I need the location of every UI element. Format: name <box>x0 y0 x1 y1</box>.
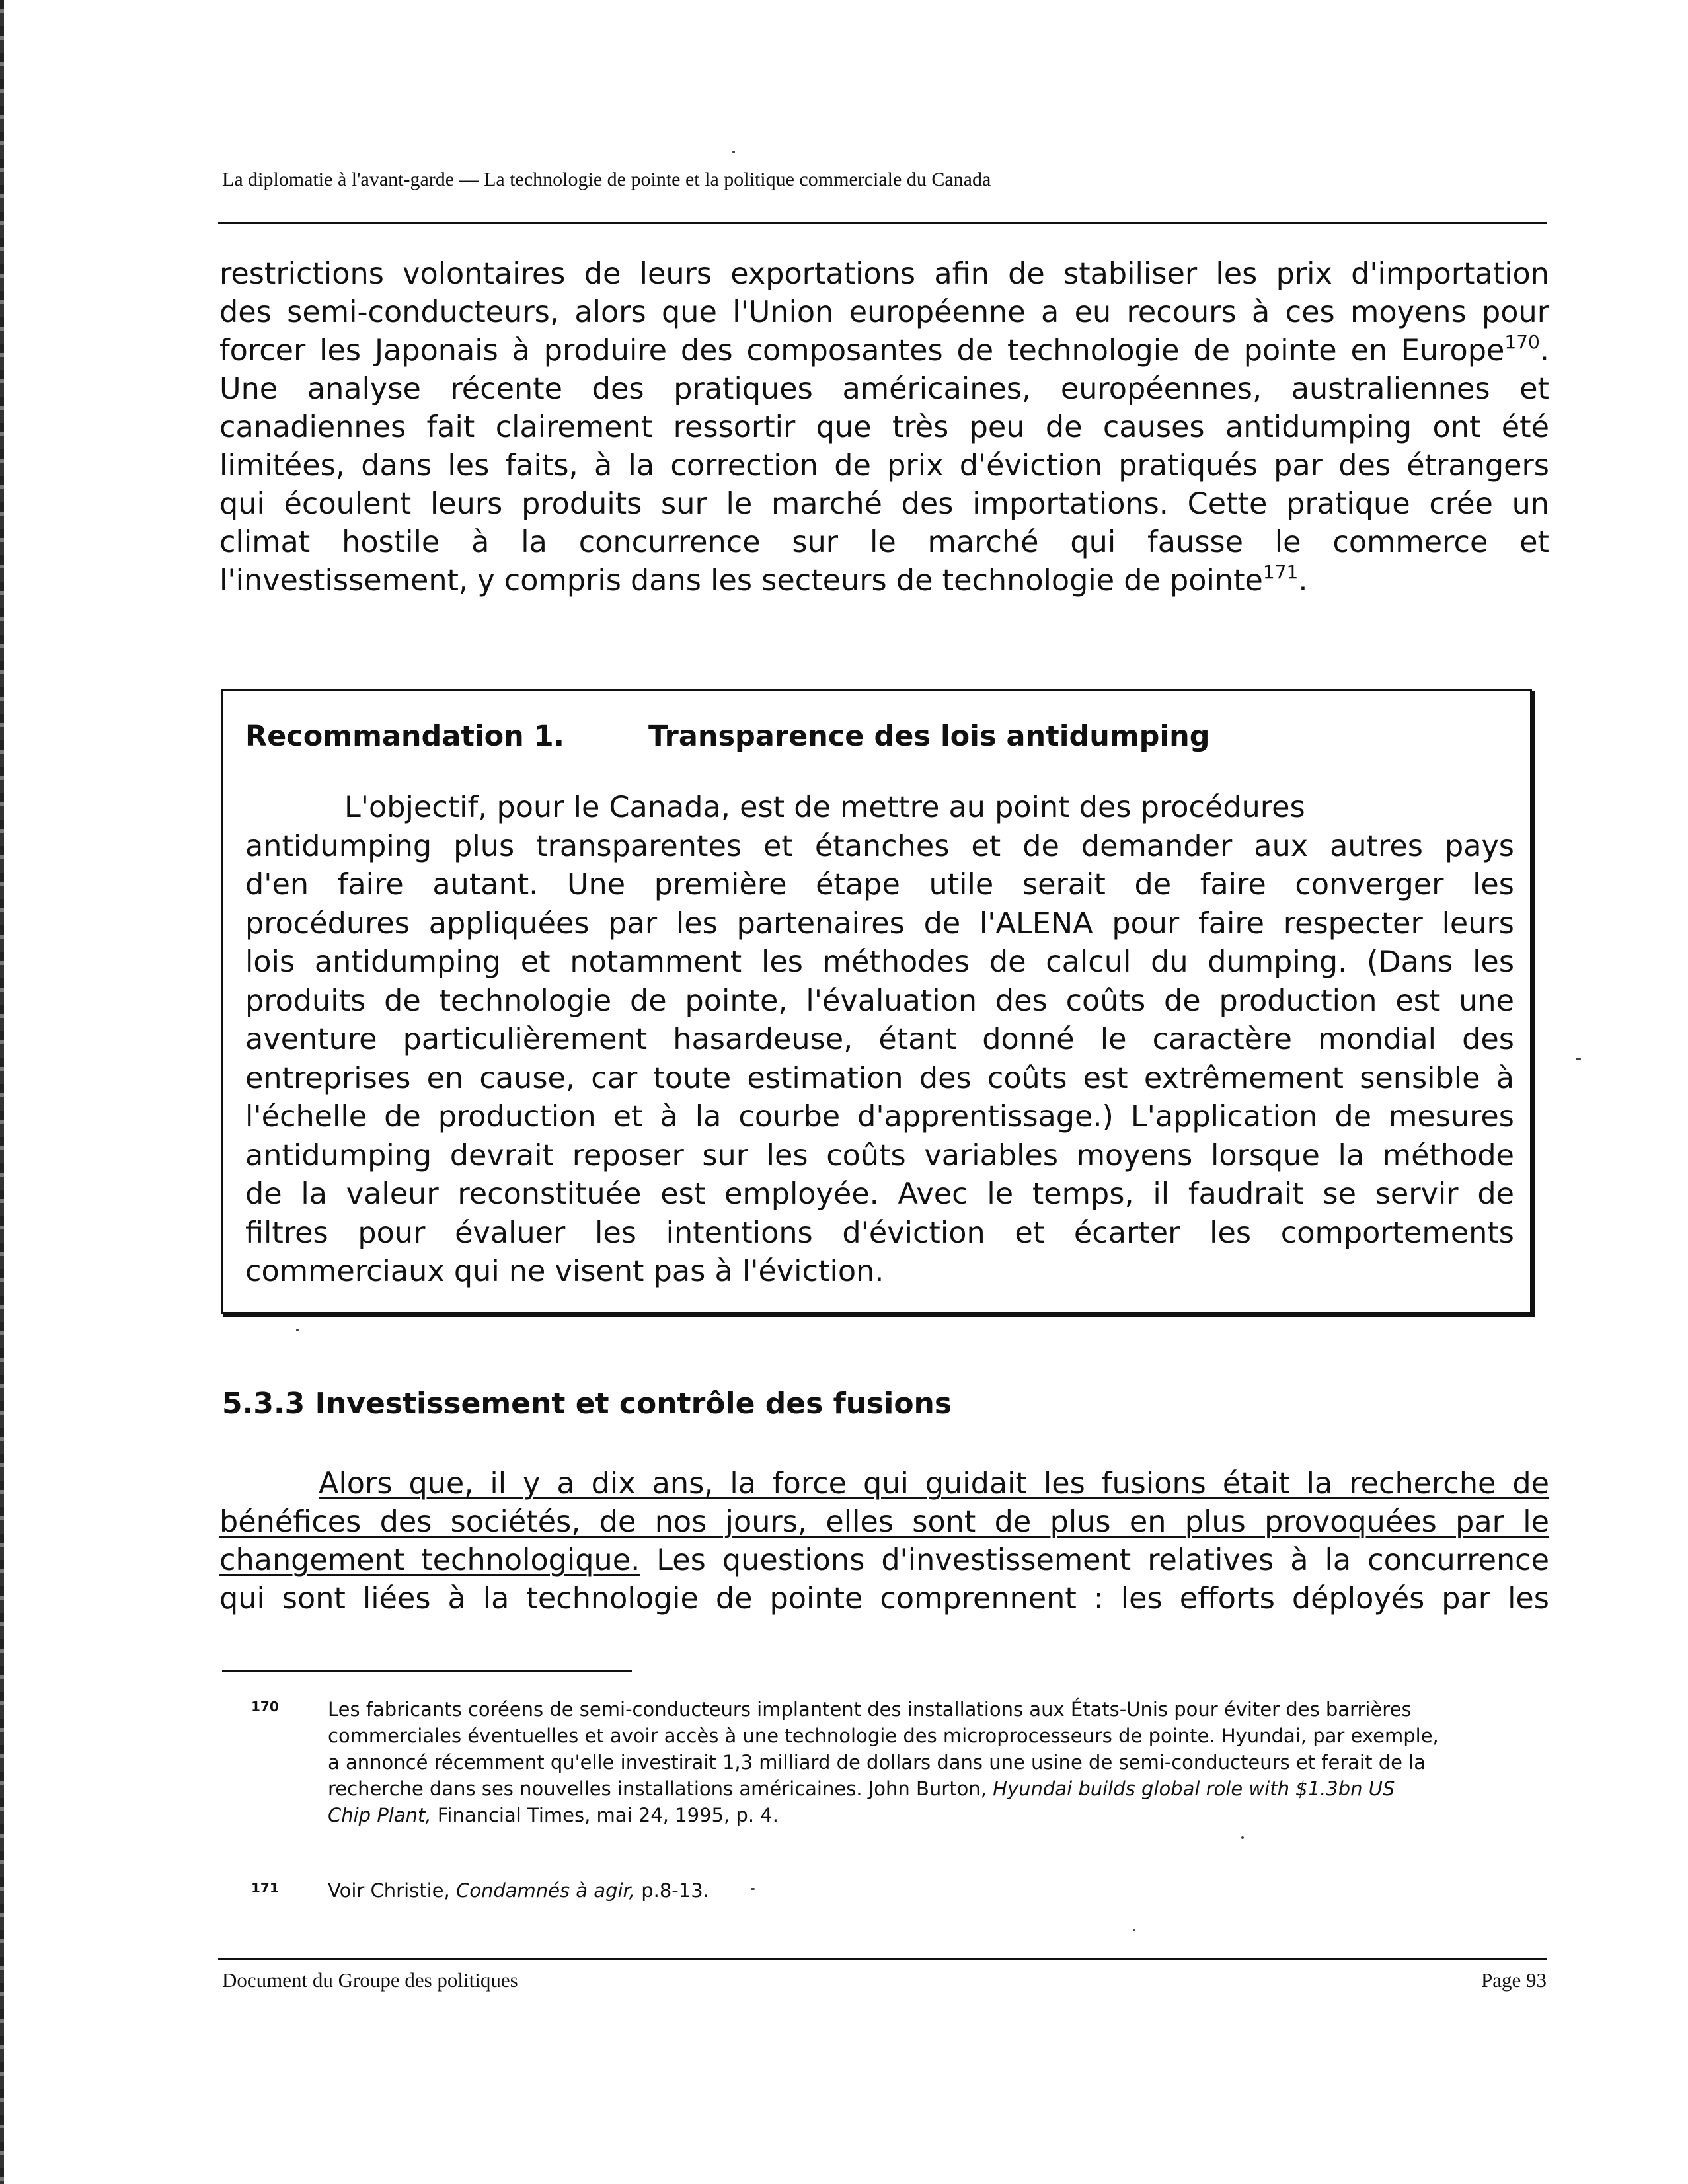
scan-speck <box>1241 1836 1244 1839</box>
scan-speck <box>751 1888 755 1890</box>
recommendation-heading <box>245 720 1210 753</box>
header-rule <box>218 222 1547 224</box>
footer-rule <box>218 1958 1547 1960</box>
paragraph-line: qui sont liées à la technologie de pointe comprennent : les efforts déployés par les <box>219 1582 1549 1616</box>
running-header: La diplomatie à l'avant-garde — La technologie de pointe et la politique commerciale du Canada <box>222 169 991 190</box>
recommendation-box <box>221 689 1532 1314</box>
recommendation-line: d'en faire autant. Une première étape utile serait de faire converger les <box>245 868 1514 902</box>
recommendation-line: produits de technologie de pointe, l'évaluation des coûts de production est une <box>245 984 1514 1018</box>
underlined-text: Alors que, il y a dix ans, la force qui guidait les fusions était la recherche de <box>319 1467 1549 1501</box>
recommendation-line: commerciaux qui ne visent pas à l'éviction. <box>245 1255 884 1288</box>
footnote-line: commerciales éventuelles et avoir accès à une technologie des microprocesseurs de pointe. Hyundai, par exemple, <box>328 1725 1439 1747</box>
scan-speck <box>1133 1929 1135 1931</box>
scan-speck <box>296 1329 299 1331</box>
footnote-line: Les fabricants coréens de semi-conducteurs implantent des installations aux États-Unis pour éviter des barrières <box>328 1698 1412 1721</box>
paragraph-line <box>219 1541 1549 1580</box>
recommendation-line: de la valeur reconstituée est employée. Avec le temps, il faudrait se servir de <box>245 1177 1514 1211</box>
recommendation-line: procédures appliquées par les partenaires de l'ALENA pour faire respecter leurs <box>245 906 1514 941</box>
paragraph-line: canadiennes fait clairement ressortir que très peu de causes antidumping ont été <box>219 410 1549 444</box>
footnote-text-run: Financial Times, mai 24, 1995, p. 4. <box>431 1804 779 1826</box>
footnote-line <box>328 1877 1527 1904</box>
paragraph-line: qui écoulent leurs produits sur le marché des importations. Cette pratique crée un <box>219 487 1549 521</box>
recommendation-line: antidumping devrait reposer sur les coûts variables moyens lorsque la méthode <box>245 1138 1514 1173</box>
paragraph-line <box>219 562 1549 600</box>
underlined-text: changement technologique. <box>219 1543 640 1577</box>
period: . <box>1298 564 1308 598</box>
paragraph-line-text: forcer les Japonais à produire des composantes de technologie de pointe en Europe <box>219 334 1505 368</box>
footnote-ref-170[interactable]: 170 <box>1504 331 1540 353</box>
recommendation-number: Recommandation 1. <box>245 720 565 753</box>
footnote-number: 171 <box>251 1880 279 1896</box>
recommendation-line: filtres pour évaluer les intentions d'éviction et écarter les comportements <box>245 1216 1514 1250</box>
footnote-text <box>328 1696 1527 1828</box>
underlined-text: bénéfices des sociétés, de nos jours, elles sont de plus en plus provoquées par le <box>219 1505 1549 1539</box>
footnote-line <box>328 1775 1527 1802</box>
recommendation-line: L'objectif, pour le Canada, est de mettre au point des procédures <box>344 791 1305 824</box>
paragraph-line: Une analyse récente des pratiques américaines, européennes, australiennes et <box>219 372 1549 406</box>
scan-speck <box>1576 1058 1581 1060</box>
recommendation-line: aventure particulièrement hasardeuse, étant donné le caractère mondial des <box>245 1023 1514 1056</box>
paragraph-1 <box>219 255 1549 600</box>
paragraph-line: limitées, dans les faits, à la correction de prix d'éviction pratiqués par des étrangers <box>219 449 1549 483</box>
footnote-ref-171[interactable]: 171 <box>1262 561 1299 583</box>
footnote-text-run: recherche dans ses nouvelles installations américaines. John Burton, <box>328 1777 993 1800</box>
footnote-italic-title: Hyundai builds global role with $1.3bn US <box>993 1777 1395 1800</box>
footnote-separator <box>222 1670 632 1672</box>
scan-edge-artifact <box>0 0 4 2184</box>
recommendation-body <box>245 789 1514 1292</box>
paragraph-line <box>219 1465 1549 1503</box>
footnote-text-run: p.8-13. <box>635 1879 709 1902</box>
page-number: Page 93 <box>1480 1969 1547 1992</box>
paragraph-line <box>219 332 1549 370</box>
recommendation-line: l'échelle de production et à la courbe d'apprentissage.) L'application de mesures <box>245 1100 1514 1134</box>
period: . <box>1539 334 1549 368</box>
scan-speck <box>732 151 735 153</box>
recommendation-title: Transparence des lois antidumping <box>648 720 1210 753</box>
paragraph-line: climat hostile à la concurrence sur le marché qui fausse le commerce et <box>219 526 1549 559</box>
recommendation-line: lois antidumping et notamment les méthodes de calcul du dumping. (Dans les <box>245 945 1514 979</box>
recommendation-line: entreprises en cause, car toute estimation des coûts est extrêmement sensible à <box>245 1061 1514 1095</box>
footnote-line: a annoncé récemment qu'elle investirait 1,3 milliard de dollars dans une usine de semi-conducteurs et ferait de la <box>328 1751 1426 1774</box>
paragraph-text: Les questions d'investissement relatives à la concurrence <box>640 1543 1550 1577</box>
paragraph-line <box>219 1503 1549 1541</box>
footnote-line <box>328 1802 1527 1828</box>
paragraph-line: des semi-conducteurs, alors que l'Union européenne a eu recours à ces moyens pour <box>219 295 1549 329</box>
recommendation-line: antidumping plus transparentes et étanches et de demander aux autres pays <box>245 829 1514 863</box>
footnote-number: 170 <box>251 1699 279 1715</box>
footer-publisher: Document du Groupe des politiques <box>222 1969 518 1992</box>
footnote-italic-title: Chip Plant, <box>328 1804 432 1826</box>
footnote-text <box>328 1877 1527 1904</box>
footnote-italic-title: Condamnés à agir, <box>455 1879 636 1902</box>
paragraph-line: restrictions volontaires de leurs exportations afin de stabiliser les prix d'importation <box>219 257 1549 291</box>
paragraph-2 <box>219 1465 1549 1618</box>
section-heading: 5.3.3 Investissement et contrôle des fusions <box>222 1387 952 1421</box>
paragraph-line-text: l'investissement, y compris dans les secteurs de technologie de pointe <box>219 564 1263 598</box>
footnote-text-run: Voir Christie, <box>328 1879 456 1902</box>
